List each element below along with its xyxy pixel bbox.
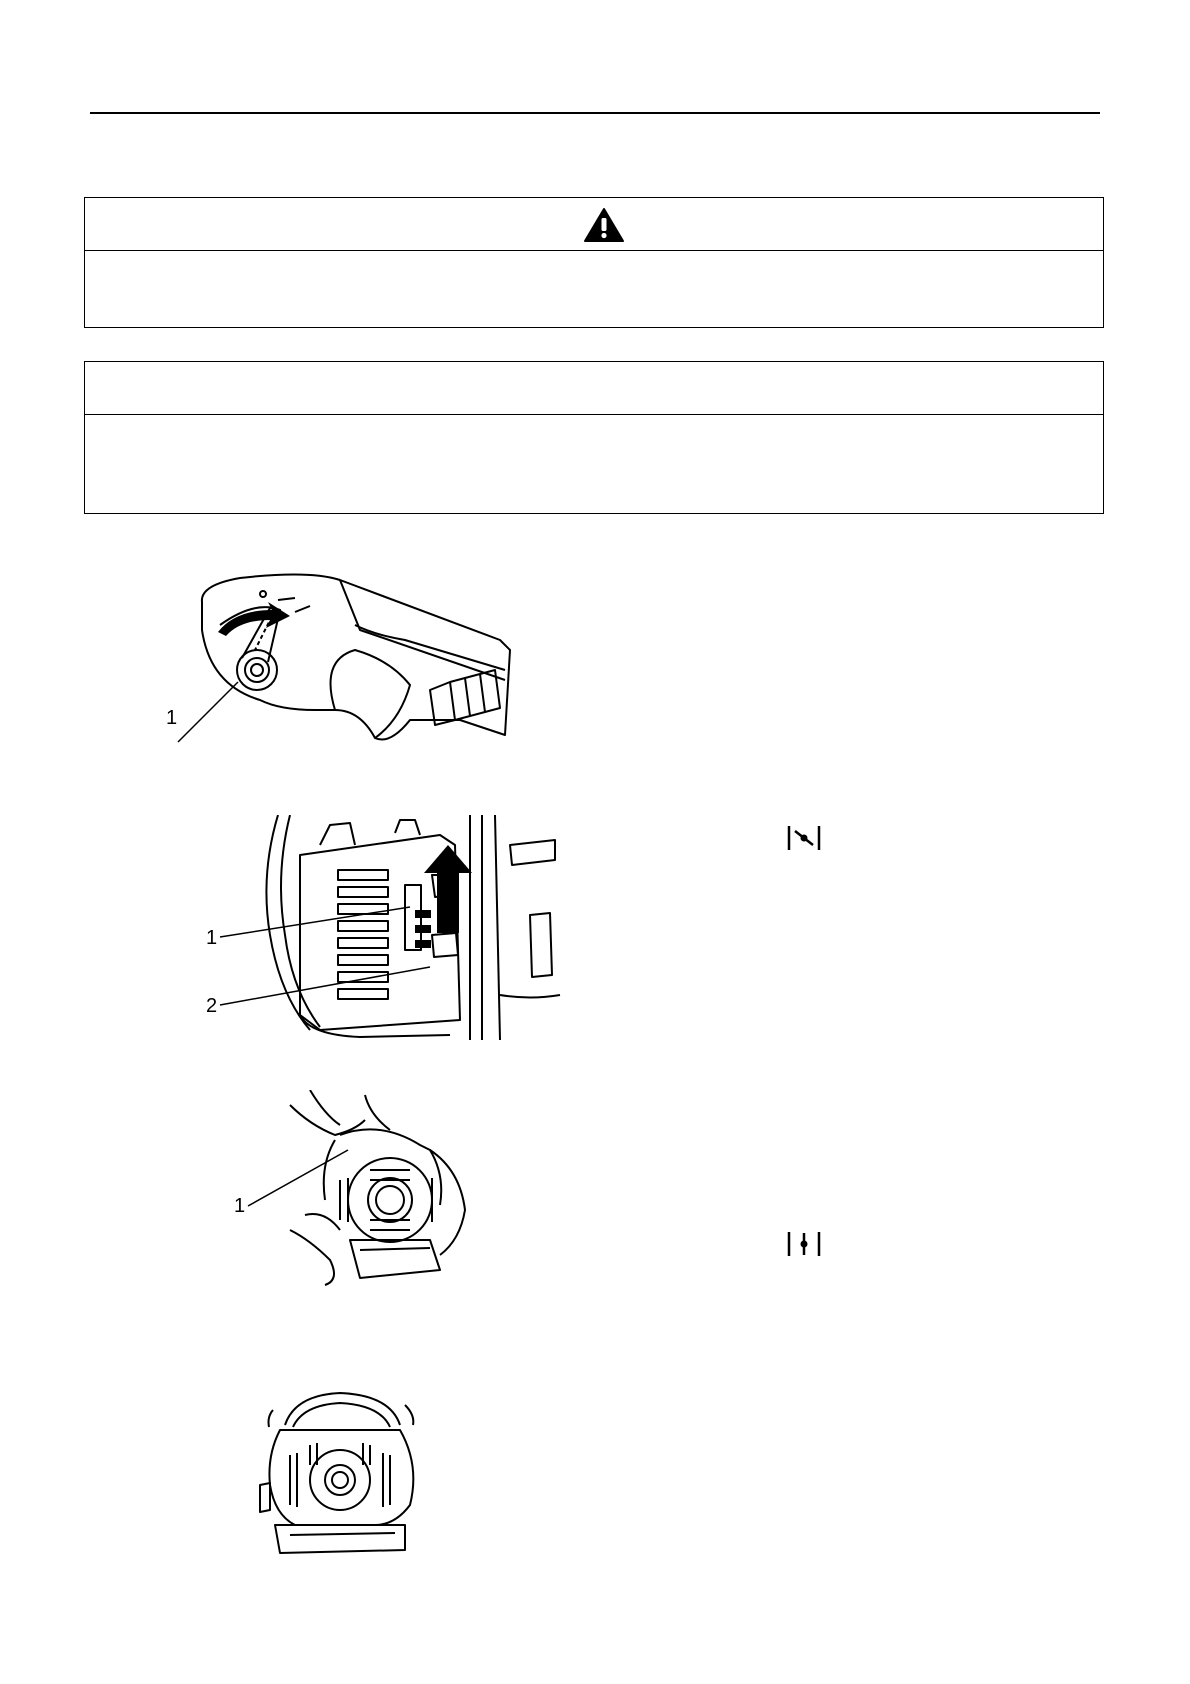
warning-triangle-icon <box>583 207 625 243</box>
notice-box <box>84 361 1104 514</box>
choke-open-symbol-icon <box>786 1229 822 1259</box>
figure-throttle-handle <box>160 570 560 755</box>
blower-rear-illustration <box>255 1385 425 1560</box>
blower-hands-illustration <box>230 1090 490 1290</box>
throttle-handle-illustration <box>160 570 560 755</box>
choke-closed-symbol-icon <box>786 823 822 853</box>
notice-box-header <box>85 362 1103 415</box>
figure-blower-hands <box>230 1090 490 1290</box>
warning-box <box>84 197 1104 328</box>
callout-1: 1 <box>206 927 218 949</box>
callout-1: 1 <box>234 1195 246 1217</box>
engine-lever-illustration <box>200 815 570 1040</box>
header-rule <box>90 112 1100 114</box>
callout-1: 1 <box>166 707 178 729</box>
figure-blower-rear <box>255 1385 425 1560</box>
figure-engine-lever <box>200 815 570 1040</box>
callout-2: 2 <box>206 995 218 1017</box>
warning-box-header <box>85 198 1103 251</box>
